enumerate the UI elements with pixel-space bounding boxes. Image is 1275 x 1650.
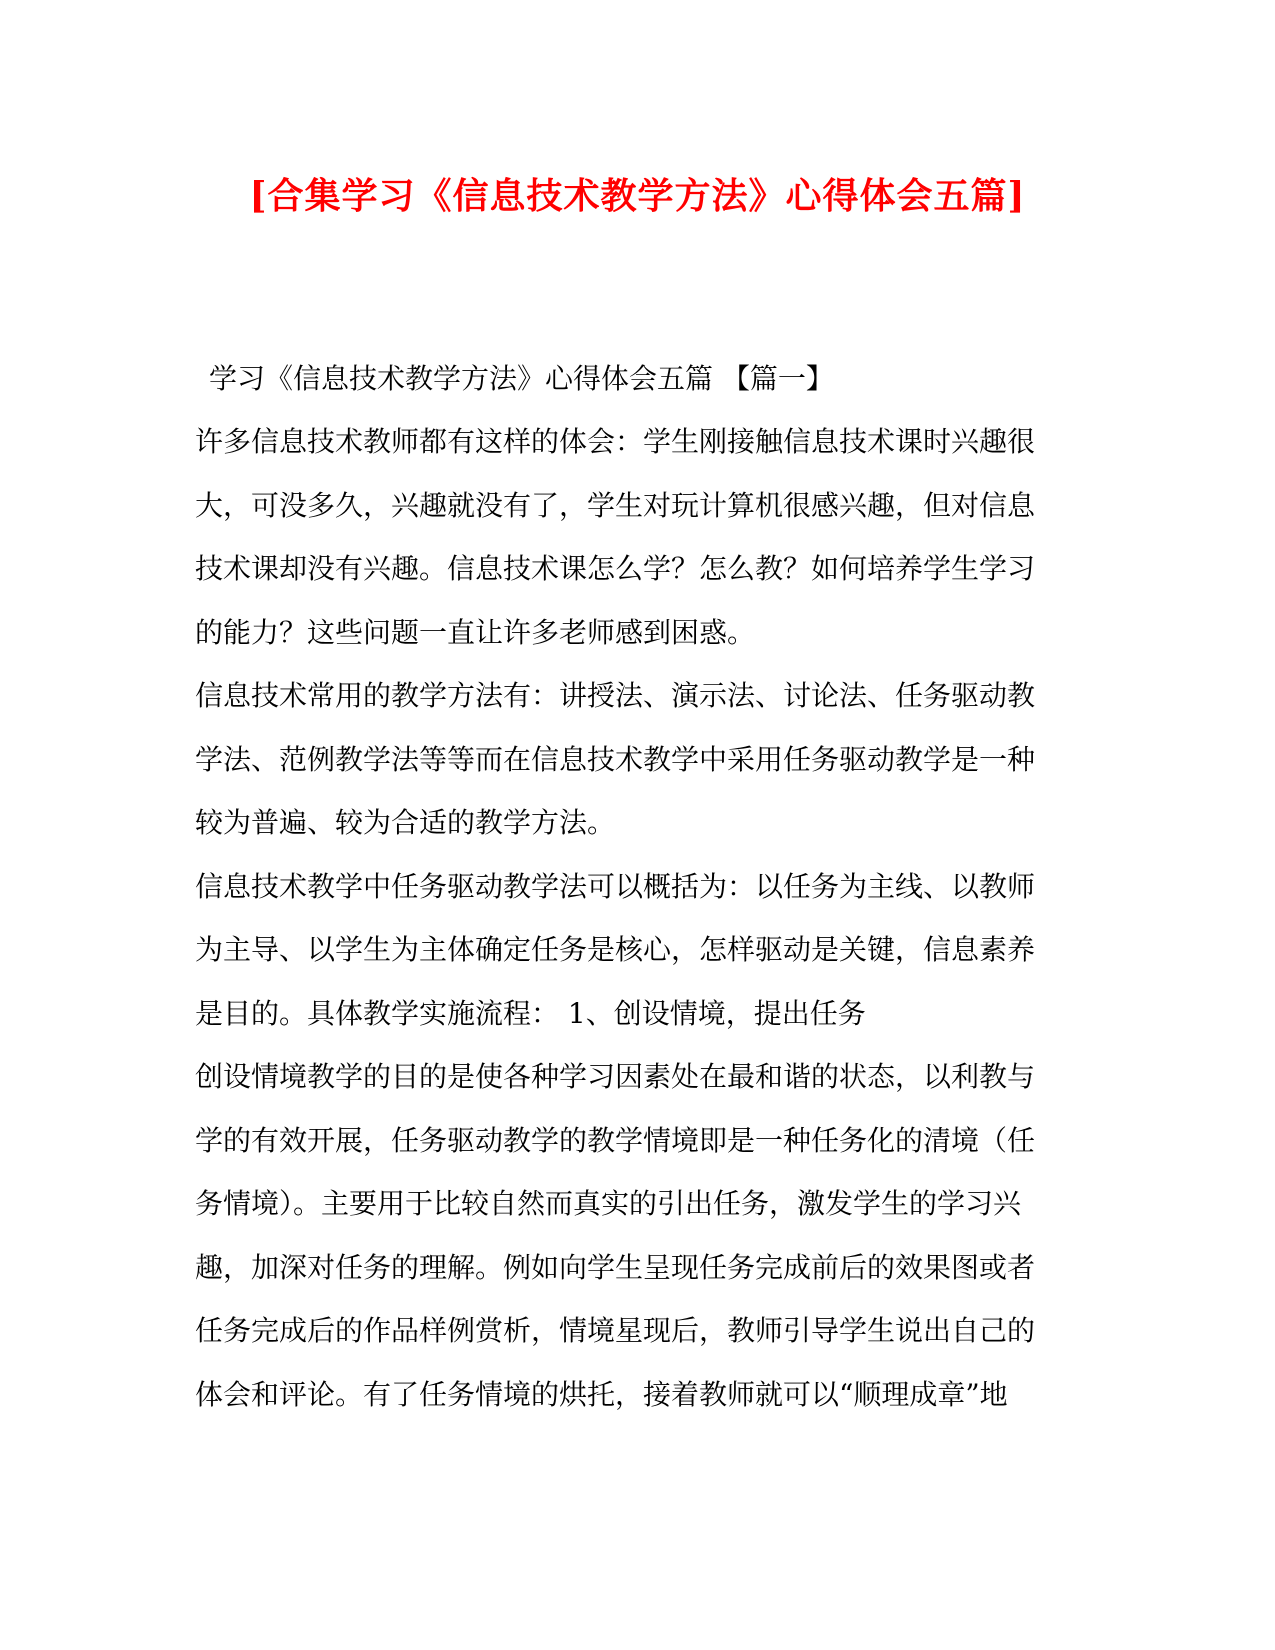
text-line: 技术课却没有兴趣。信息技术课怎么学？怎么教？如何培养学生学习 — [195, 552, 1036, 585]
text-line: 务情境）。主要用于比较自然而真实的引出任务，激发学生的学习兴 — [195, 1187, 1022, 1220]
text-line: 大，可没多久，兴趣就没有了，学生对玩计算机很感兴趣，但对信息 — [195, 488, 1036, 522]
text-line: 信息技术教学中任务驱动教学法可以概括为：以任务为主线、以教师 — [195, 869, 1036, 903]
document-title: [合集学习《信息技术教学方法》心得体会五篇] — [249, 175, 1026, 217]
paragraph-3 — [195, 855, 1075, 1046]
document-body — [195, 347, 1075, 1426]
text-line: 学法、范例教学法等等而在信息技术教学中采用任务驱动教学是一种 — [195, 742, 1036, 776]
text-line: 创设情境教学的目的是使各种学习因素处在最和谐的状态，以利教与 — [195, 1060, 1036, 1093]
paragraph-2 — [195, 664, 1075, 855]
text-line: 体会和评论。有了任务情境的烘托，接着教师就可以“顺理成章”地 — [195, 1377, 1008, 1411]
text-line: 任务完成后的作品样例赏析，情境星现后，教师引导学生说出自己的 — [195, 1314, 1036, 1347]
text-line: 趣，加深对任务的理解。例如向学生呈现任务完成前后的效果图或者 — [195, 1250, 1036, 1284]
text-line: 信息技术常用的教学方法有：讲授法、演示法、讨论法、任务驱动教 — [195, 679, 1036, 712]
paragraph-1 — [195, 410, 1075, 664]
text-line: 是目的。具体教学实施流程： 1、创设情境，提出任务 — [195, 996, 866, 1030]
text-line: 学的有效开展，任务驱动教学的教学情境即是一种任务化的清境（任 — [195, 1123, 1036, 1157]
section-heading: 学习《信息技术教学方法》心得体会五篇 【篇一】 — [209, 362, 834, 395]
text-line: 较为普遍、较为合适的教学方法。 — [195, 806, 616, 839]
text-line: 的能力？这些问题一直让许多老师感到困惑。 — [195, 615, 756, 649]
paragraph-4 — [195, 1045, 1075, 1426]
text-line: 许多信息技术教师都有这样的体会：学生刚接触信息技术课时兴趣很 — [195, 425, 1036, 458]
text-line: 为主导、以学生为主体确定任务是核心，怎样驱动是关键，信息素养 — [195, 933, 1036, 966]
